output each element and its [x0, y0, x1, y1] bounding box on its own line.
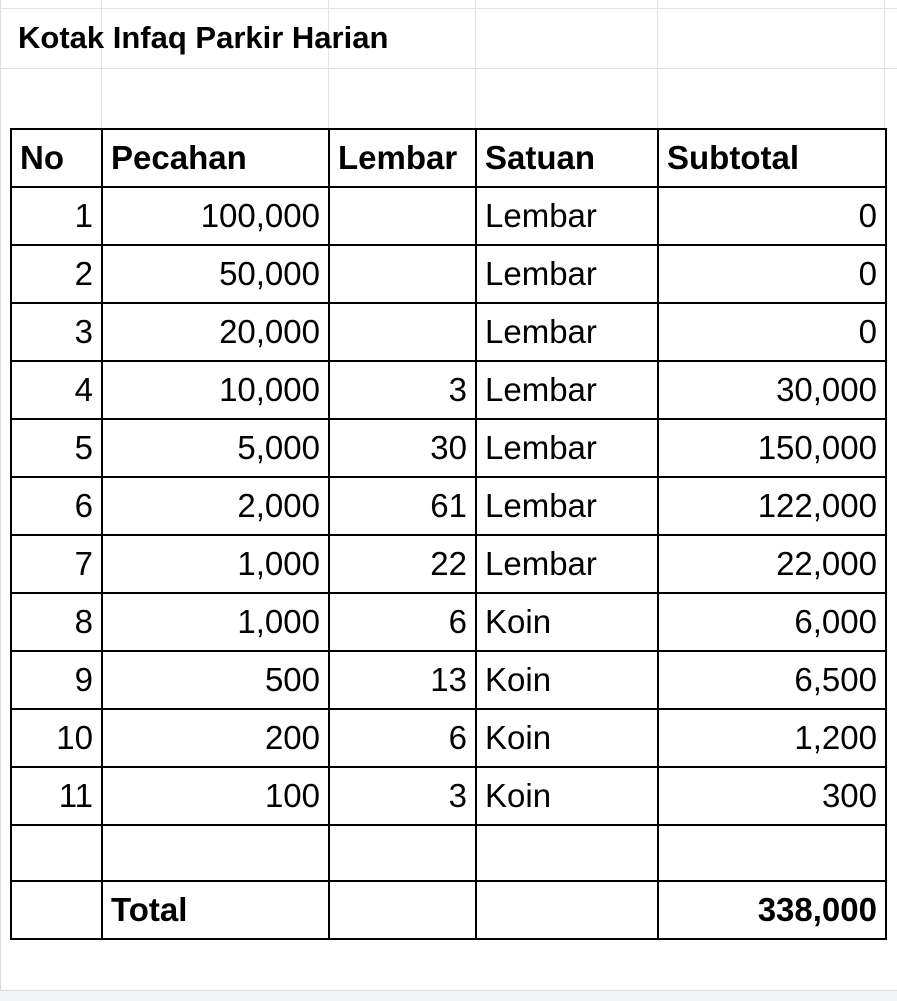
header-satuan[interactable]: Satuan	[476, 129, 658, 187]
cell-no[interactable]: 3	[11, 303, 102, 361]
cell-subtotal[interactable]: 30,000	[658, 361, 886, 419]
header-no[interactable]: No	[11, 129, 102, 187]
cell-lembar[interactable]: 61	[329, 477, 476, 535]
empty-cell[interactable]	[476, 825, 658, 881]
header-pecahan[interactable]: Pecahan	[102, 129, 329, 187]
table-row	[11, 535, 886, 593]
cell-no[interactable]: 1	[11, 187, 102, 245]
empty-cell[interactable]	[329, 825, 476, 881]
cell-no[interactable]: 4	[11, 361, 102, 419]
total-row	[11, 881, 886, 939]
cell-satuan[interactable]: Lembar	[476, 419, 658, 477]
cell-pecahan[interactable]: 1,000	[102, 535, 329, 593]
header-row	[11, 129, 886, 187]
cell-lembar[interactable]: 6	[329, 593, 476, 651]
grid-line	[475, 0, 476, 130]
cell-pecahan[interactable]: 20,000	[102, 303, 329, 361]
empty-cell[interactable]	[329, 881, 476, 939]
denomination-table	[10, 128, 887, 940]
cell-satuan[interactable]: Lembar	[476, 245, 658, 303]
grid-line	[0, 68, 897, 69]
cell-no[interactable]: 10	[11, 709, 102, 767]
cell-no[interactable]: 6	[11, 477, 102, 535]
cell-satuan[interactable]: Koin	[476, 767, 658, 825]
table-row	[11, 593, 886, 651]
cell-satuan[interactable]: Lembar	[476, 303, 658, 361]
header-subtotal[interactable]: Subtotal	[658, 129, 886, 187]
cell-pecahan[interactable]: 5,000	[102, 419, 329, 477]
cell-no[interactable]: 9	[11, 651, 102, 709]
cell-satuan[interactable]: Koin	[476, 709, 658, 767]
cell-no[interactable]: 2	[11, 245, 102, 303]
cell-pecahan[interactable]: 200	[102, 709, 329, 767]
cell-satuan[interactable]: Koin	[476, 593, 658, 651]
cell-lembar[interactable]: 3	[329, 361, 476, 419]
table-row	[11, 419, 886, 477]
cell-no[interactable]: 5	[11, 419, 102, 477]
cell-pecahan[interactable]: 50,000	[102, 245, 329, 303]
cell-lembar[interactable]: 22	[329, 535, 476, 593]
table-row	[11, 651, 886, 709]
cell-subtotal[interactable]: 1,200	[658, 709, 886, 767]
cell-subtotal[interactable]: 6,000	[658, 593, 886, 651]
cell-subtotal[interactable]: 300	[658, 767, 886, 825]
cell-lembar[interactable]	[329, 187, 476, 245]
empty-cell[interactable]	[476, 881, 658, 939]
total-value[interactable]: 338,000	[658, 881, 886, 939]
cell-no[interactable]: 11	[11, 767, 102, 825]
table-row	[11, 767, 886, 825]
grid-line	[884, 0, 885, 130]
cell-satuan[interactable]: Lembar	[476, 477, 658, 535]
cell-subtotal[interactable]: 0	[658, 187, 886, 245]
table-row	[11, 187, 886, 245]
cell-subtotal[interactable]: 0	[658, 245, 886, 303]
cell-pecahan[interactable]: 100	[102, 767, 329, 825]
empty-cell[interactable]	[102, 825, 329, 881]
cell-satuan[interactable]: Lembar	[476, 187, 658, 245]
cell-pecahan[interactable]: 1,000	[102, 593, 329, 651]
sheet-bottom-bar	[0, 990, 897, 1001]
cell-subtotal[interactable]: 0	[658, 303, 886, 361]
sheet-title[interactable]: Kotak Infaq Parkir Harian	[18, 20, 389, 55]
empty-cell[interactable]	[11, 881, 102, 939]
cell-satuan[interactable]: Lembar	[476, 361, 658, 419]
cell-subtotal[interactable]: 22,000	[658, 535, 886, 593]
cell-satuan[interactable]: Lembar	[476, 535, 658, 593]
grid-line	[0, 8, 897, 9]
cell-subtotal[interactable]: 122,000	[658, 477, 886, 535]
cell-no[interactable]: 7	[11, 535, 102, 593]
cell-lembar[interactable]: 13	[329, 651, 476, 709]
table-row	[11, 709, 886, 767]
cell-pecahan[interactable]: 10,000	[102, 361, 329, 419]
empty-cell[interactable]	[11, 825, 102, 881]
cell-subtotal[interactable]: 150,000	[658, 419, 886, 477]
cell-lembar[interactable]	[329, 245, 476, 303]
cell-pecahan[interactable]: 500	[102, 651, 329, 709]
cell-lembar[interactable]: 3	[329, 767, 476, 825]
cell-no[interactable]: 8	[11, 593, 102, 651]
cell-lembar[interactable]: 30	[329, 419, 476, 477]
total-label[interactable]: Total	[102, 881, 329, 939]
cell-pecahan[interactable]: 100,000	[102, 187, 329, 245]
empty-cell[interactable]	[658, 825, 886, 881]
cell-pecahan[interactable]: 2,000	[102, 477, 329, 535]
table-row	[11, 303, 886, 361]
cell-subtotal[interactable]: 6,500	[658, 651, 886, 709]
table-row	[11, 245, 886, 303]
cell-satuan[interactable]: Koin	[476, 651, 658, 709]
empty-row	[11, 825, 886, 881]
table-row	[11, 361, 886, 419]
cell-lembar[interactable]: 6	[329, 709, 476, 767]
cell-lembar[interactable]	[329, 303, 476, 361]
header-lembar[interactable]: Lembar	[329, 129, 476, 187]
table-row	[11, 477, 886, 535]
grid-line	[657, 0, 658, 130]
